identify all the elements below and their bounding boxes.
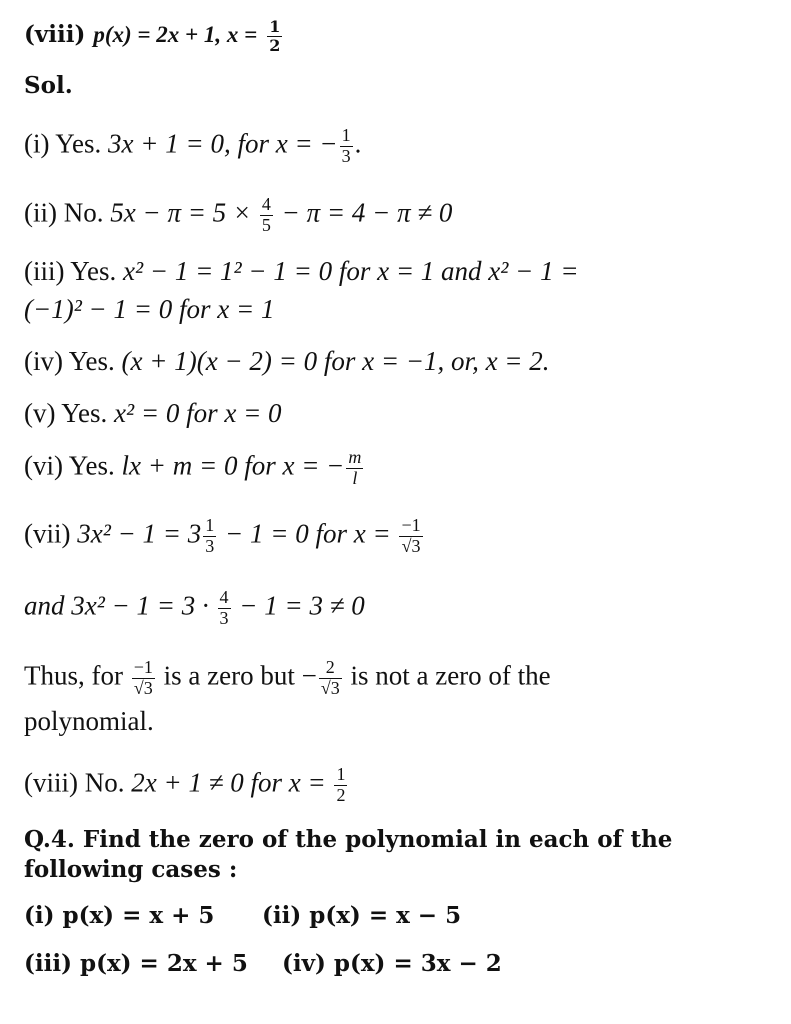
fraction: $\frac{-1}{√3}$ — [401, 515, 421, 556]
fraction: $\frac{4}{5}$ — [261, 194, 271, 235]
answer-i: (i) Yes. 3x + 1 = 0, for x = − $\frac{1}{3}$ . — [24, 125, 362, 166]
question-part-iv: (iv) p(x) = 3x − 2 — [282, 950, 502, 977]
question-part-iii: (iii) p(x) = 2x + 5 — [24, 950, 248, 977]
answer-v: (v) Yes. x² = 0 for x = 0 — [24, 398, 282, 428]
answer-iii: (iii) Yes. x² − 1 = 1² − 1 = 0 for x = 1 and x² − 1 = — [24, 256, 579, 286]
answer-vii-cont: and 3x² − 1 = 3 · $\frac{4}{3}$ − 1 = 3 ≠ 0 — [24, 587, 365, 628]
conclusion-cont: polynomial. — [24, 706, 154, 736]
answer-iv: (iv) Yes. (x + 1)(x − 2) = 0 for x = −1, or, x = 2. — [24, 346, 550, 376]
answer-vii: (vii) 3x² − 1 = 3 $\frac{1}{3}$ − 1 = 0 for x = $\frac{-1}{√3}$ — [24, 515, 421, 556]
answer-vi: (vi) Yes. lx + m = 0 for x = − $\frac{m}{l}$ — [24, 447, 362, 488]
question-part-i: (i) p(x) = x + 5 — [24, 902, 215, 929]
fraction: $\frac{1}{3}$ — [205, 515, 215, 556]
fraction: $\frac{1}{3}$ — [341, 125, 351, 166]
part-expression: p(x) = 2x + 1, x = — [93, 22, 258, 48]
answer-viii: (viii) No. 2x + 1 ≠ 0 for x = $\frac{1}{2}$ — [24, 764, 346, 805]
fraction: $\frac{2}{√3}$ — [320, 657, 340, 698]
answer-iii-cont: (−1)² − 1 = 0 for x = 1 — [24, 294, 275, 324]
solution-heading: Sol. — [24, 72, 73, 99]
answer-ii: (ii) No. 5x − π = 5 × $\frac{4}{5}$ − π = 4 − π ≠ 0 — [24, 194, 453, 235]
question-heading-cont: following cases : — [24, 856, 238, 883]
fraction: $\frac{1}{2}$ — [336, 764, 346, 805]
question-part-ii: (ii) p(x) = x − 5 — [262, 902, 462, 929]
conclusion: Thus, for $\frac{-1}{√3}$ is a zero but − $\frac{2}{√3}$ is not a zero of the — [24, 657, 551, 698]
fraction: $\frac{m}{l}$ — [348, 447, 362, 488]
question-heading: Q.4. Find the zero of the polynomial in each of the — [24, 826, 673, 853]
question-viii — [24, 18, 284, 54]
fraction: $\frac{4}{3}$ — [219, 587, 229, 628]
part-label: (viii) — [24, 21, 86, 49]
fraction: $\frac{-1}{√3}$ — [133, 657, 153, 698]
fraction: $\frac{1}{2}$ — [269, 17, 281, 55]
